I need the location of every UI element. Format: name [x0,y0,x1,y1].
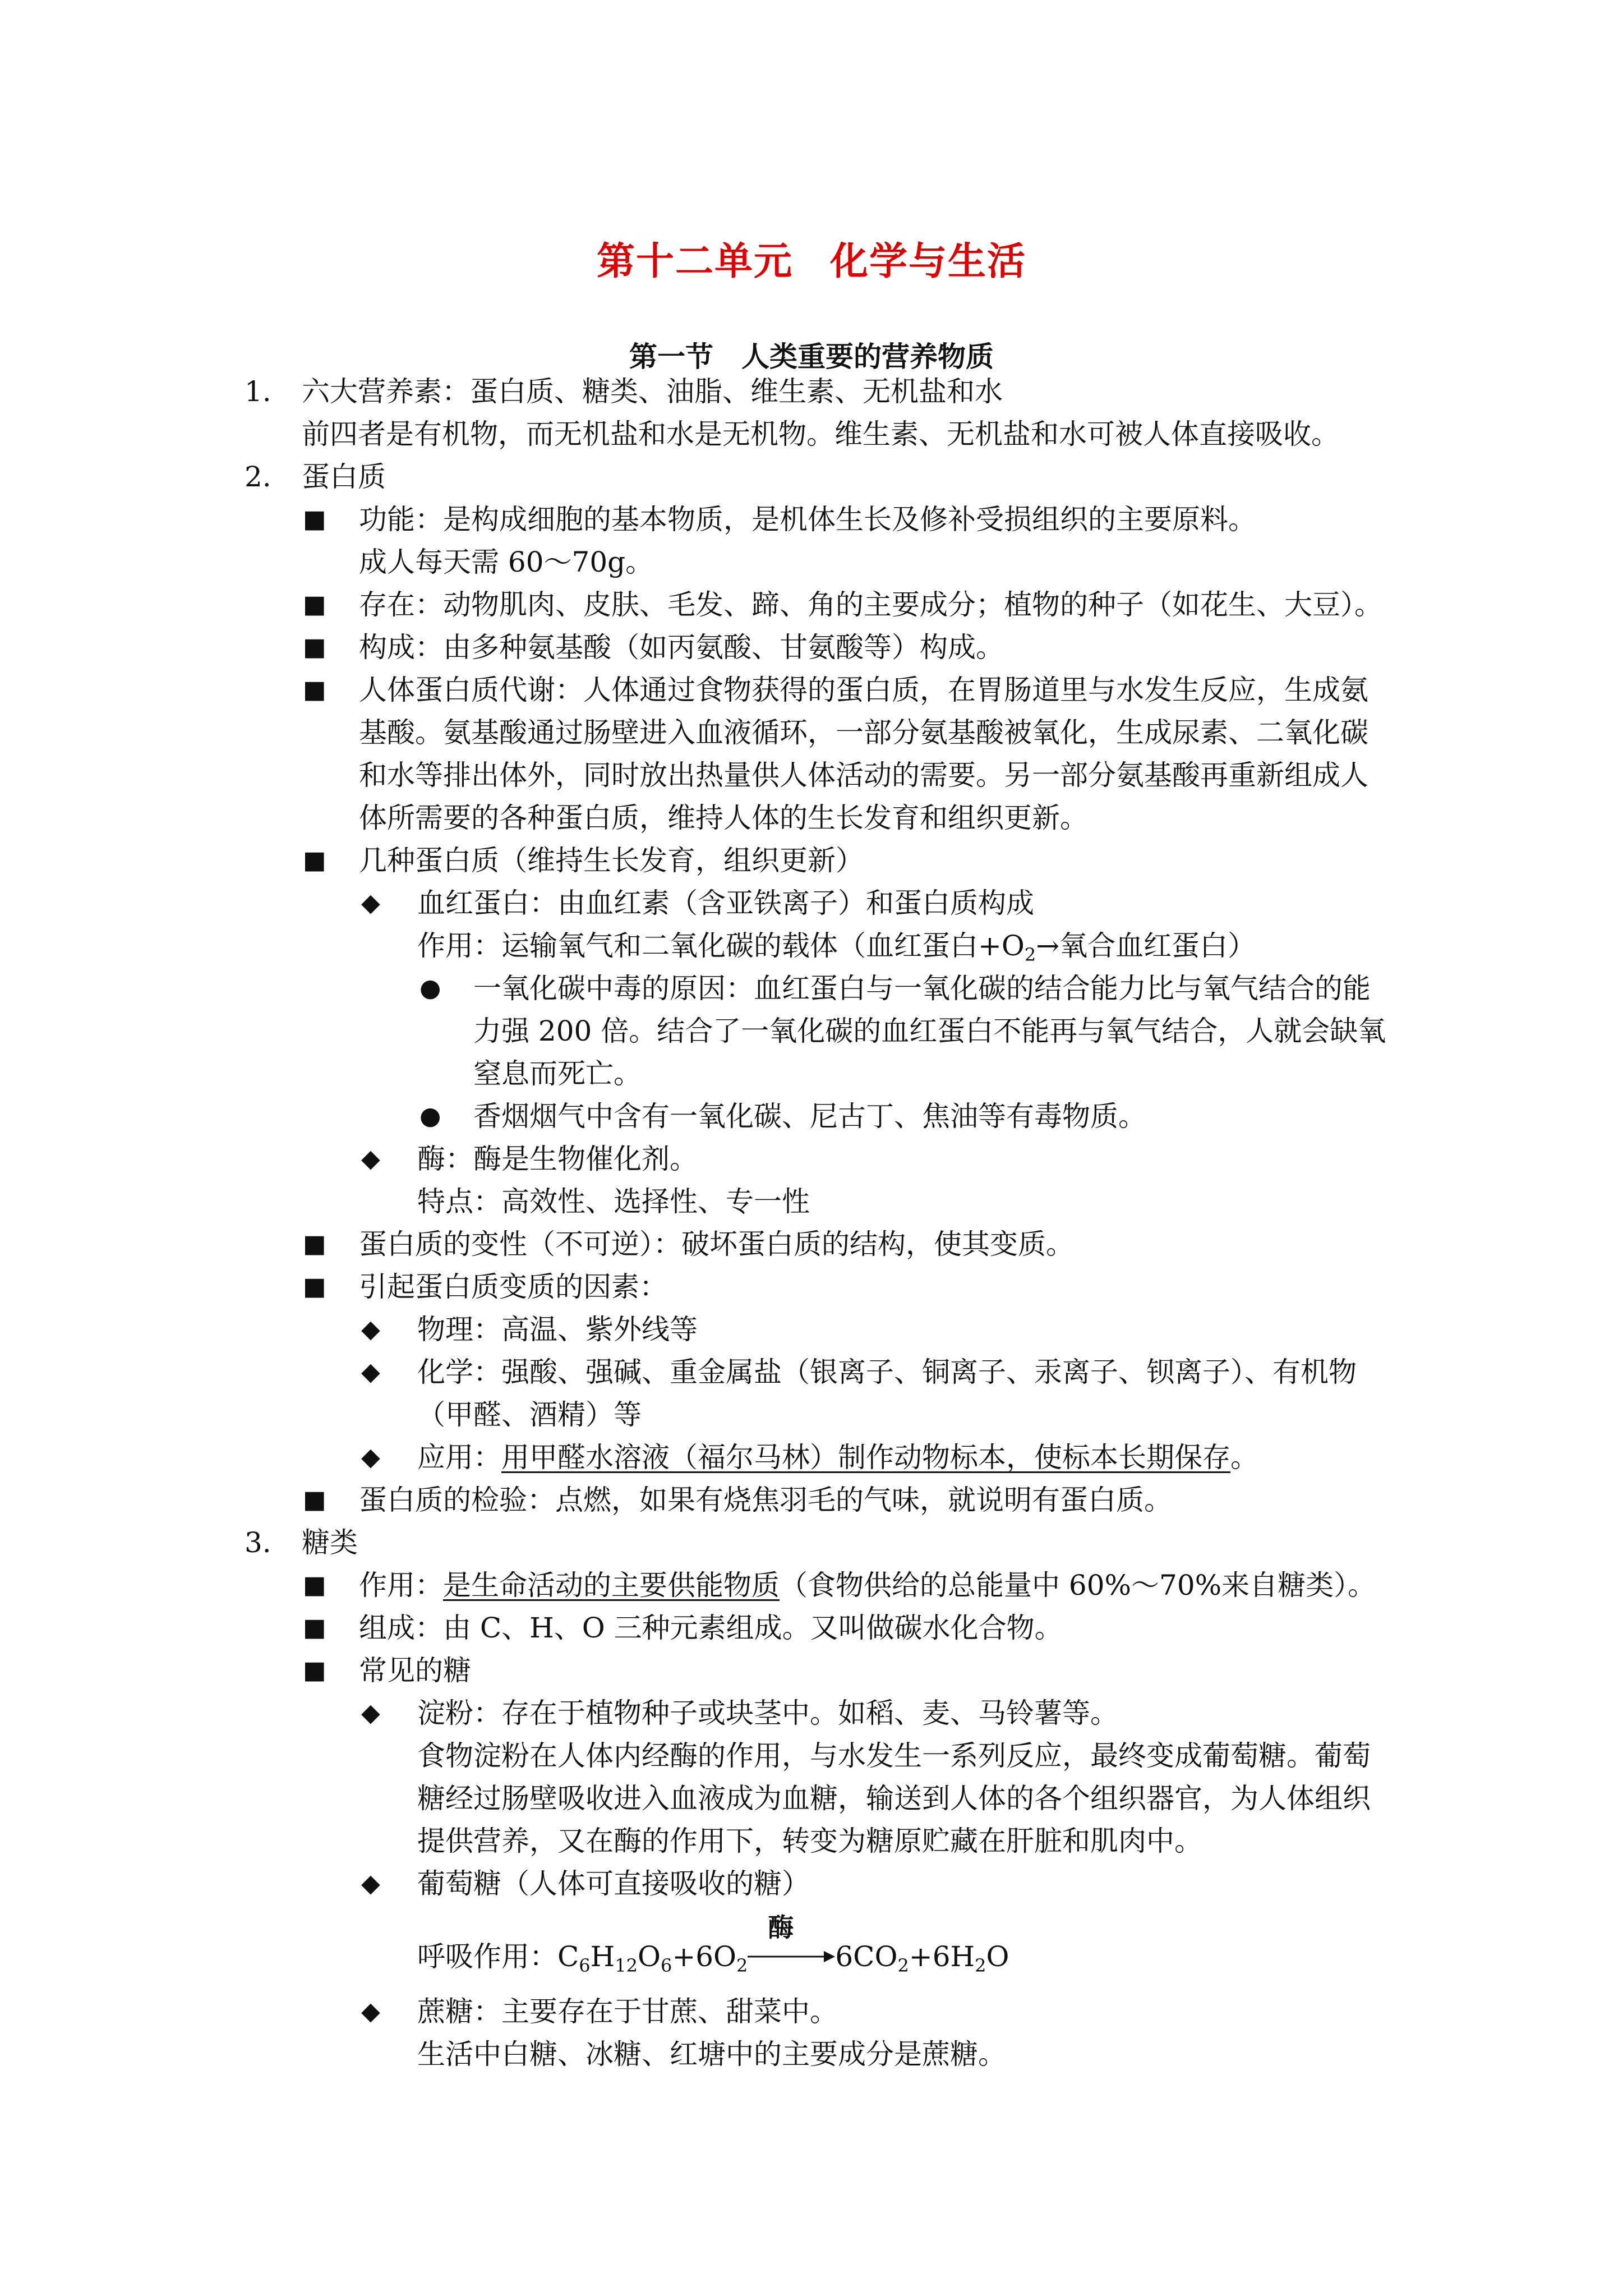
nutrients-heading: 六大营养素：蛋白质、糖类、油脂、维生素、无机盐和水 [302,375,1003,408]
dot-bullet: ● [419,1102,441,1130]
protein-function-amount: 成人每天需 60～70g。 [359,546,654,578]
hemoglobin: 血红蛋白：由血红素（含亚铁离子）和蛋白质构成 [417,887,1034,919]
smoke-toxins: 香烟烟气中含有一氧化碳、尼古丁、焦油等有毒物质。 [473,1100,1146,1133]
hemoglobin-use: 作用：运输氧气和二氧化碳的载体（血红蛋白$+O_2\to$氧合血红蛋白） [417,930,1256,965]
sugar-composition: 组成：由 C、H、O 三种元素组成。又叫做碳水化合物。 [359,1612,1063,1644]
denaturation-causes: 引起蛋白质变质的因素： [359,1271,667,1303]
protein-function: 功能：是构成细胞的基本物质，是机体生长及修补受损组织的主要原料。 [359,503,1256,536]
diamond-bullet: ◆ [361,1443,380,1471]
enzyme-features: 特点：高效性、选择性、专一性 [417,1185,810,1218]
unit-title-left: 第十二单元 [596,239,793,284]
square-bullet: ■ [303,1656,326,1685]
protein-heading: 蛋白质 [302,461,386,493]
protein-composition: 构成：由多种氨基酸（如丙氨酸、甘氨酸等）构成。 [359,631,1004,664]
protein-metabolism-line-3: 和水等排出体外，同时放出热量供人体活动的需要。另一部分氨基酸再重新组成人 [359,759,1368,792]
starch: 淀粉：存在于植物种子或块茎中。如稻、麦、马铃薯等。 [417,1697,1118,1729]
diamond-bullet: ◆ [361,1315,380,1343]
square-bullet: ■ [303,1613,326,1642]
protein-metabolism-line-1: 人体蛋白质代谢：人体通过食物获得的蛋白质，在胃肠道里与水发生反应，生成氨 [359,674,1368,706]
item-number-1: 1. [245,375,271,408]
square-bullet: ■ [303,633,326,661]
dot-bullet: ● [419,974,441,1002]
square-bullet: ■ [303,1272,326,1301]
starch-digestion-line-1: 食物淀粉在人体内经酶的作用，与水发生一系列反应，最终变成葡萄糖。葡萄 [417,1740,1371,1772]
protein-metabolism-line-4: 体所需要的各种蛋白质，维持人体的生长发育和组织更新。 [359,802,1088,834]
co-poisoning-line-1: 一氧化碳中毒的原因：血红蛋白与一氧化碳的结合能力比与氧气结合的能 [473,972,1371,1005]
square-bullet: ■ [303,846,326,875]
cause-chemical-line-1: 化学：强酸、强碱、重金属盐（银离子、铜离子、汞离子、钡离子）、有机物 [417,1356,1357,1388]
section-title-right: 人类重要的营养物质 [741,340,994,373]
section-title [0,334,1623,375]
square-bullet: ■ [303,1571,326,1599]
square-bullet: ■ [303,590,326,619]
square-bullet: ■ [303,675,326,704]
starch-digestion-line-3: 提供营养，又在酶的作用下，转变为糖原贮藏在肝脏和肌肉中。 [417,1825,1202,1857]
right-arrow-icon [748,1949,835,1964]
sucrose-usage: 生活中白糖、冰糖、红塘中的主要成分是蔗糖。 [417,2038,1006,2070]
sugar-function: 作用：是生命活动的主要供能物质（食物供给的总能量中 60%～70%来自糖类）。 [359,1569,1376,1602]
nutrients-note: 前四者是有机物，而无机盐和水是无机物。维生素、无机盐和水可被人体直接吸收。 [302,418,1339,450]
unit-title [0,231,1623,286]
diamond-bullet: ◆ [361,1144,380,1173]
enzyme: 酶：酶是生物催化剂。 [417,1143,698,1175]
enzyme-condition: 酶 [768,1912,794,1943]
diamond-bullet: ◆ [361,1869,380,1898]
protein-existence: 存在：动物肌肉、皮肤、毛发、蹄、角的主要成分；植物的种子（如花生、大豆）。 [359,588,1382,621]
co-poisoning-line-2: 力强 200 倍。结合了一氧化碳的血红蛋白不能再与氧气结合，人就会缺氧 [473,1015,1386,1047]
sucrose: 蔗糖：主要存在于甘蔗、甜菜中。 [417,1995,838,2028]
square-bullet: ■ [303,505,326,533]
reaction-arrow [748,1912,835,1973]
formalin-application: 应用：用甲醛水溶液（福尔马林）制作动物标本，使标本长期保存。 [417,1441,1258,1474]
common-sugars: 常见的糖 [359,1654,471,1687]
square-bullet: ■ [303,1230,326,1258]
item-number-2: 2. [245,461,271,493]
diamond-bullet: ◆ [361,1699,380,1727]
diamond-bullet: ◆ [361,1997,380,2026]
protein-metabolism-line-2: 基酸。氨基酸通过肠壁进入血液循环，一部分氨基酸被氧化，生成尿素、二氧化碳 [359,716,1368,749]
starch-digestion-line-2: 糖经过肠壁吸收进入血液成为血糖，输送到人体的各个组织器官，为人体组织 [417,1782,1371,1815]
co-poisoning-line-3: 窒息而死亡。 [473,1057,642,1090]
item-number-3: 3. [245,1526,271,1559]
diamond-bullet: ◆ [361,889,380,917]
glucose: 葡萄糖（人体可直接吸收的糖） [417,1867,810,1900]
cause-chemical-line-2: （甲醛、酒精）等 [417,1398,642,1431]
section-title-left: 第一节 [629,340,713,373]
protein-test: 蛋白质的检验：点燃，如果有烧焦羽毛的气味，就说明有蛋白质。 [359,1484,1172,1516]
square-bullet: ■ [303,1485,326,1514]
protein-kinds: 几种蛋白质（维持生长发育，组织更新） [359,844,864,877]
protein-denaturation: 蛋白质的变性（不可逆）：破坏蛋白质的结构，使其变质。 [359,1228,1074,1260]
diamond-bullet: ◆ [361,1358,380,1386]
respiration-equation: 呼吸作用：$C_6H_{12}O_6+6O_2$ 酶 $6CO_2+6H_2O$ [417,1940,1009,1973]
unit-title-right: 化学与生活 [830,239,1027,284]
cause-physical: 物理：高温、紫外线等 [417,1313,698,1346]
sugar-heading: 糖类 [302,1526,358,1559]
